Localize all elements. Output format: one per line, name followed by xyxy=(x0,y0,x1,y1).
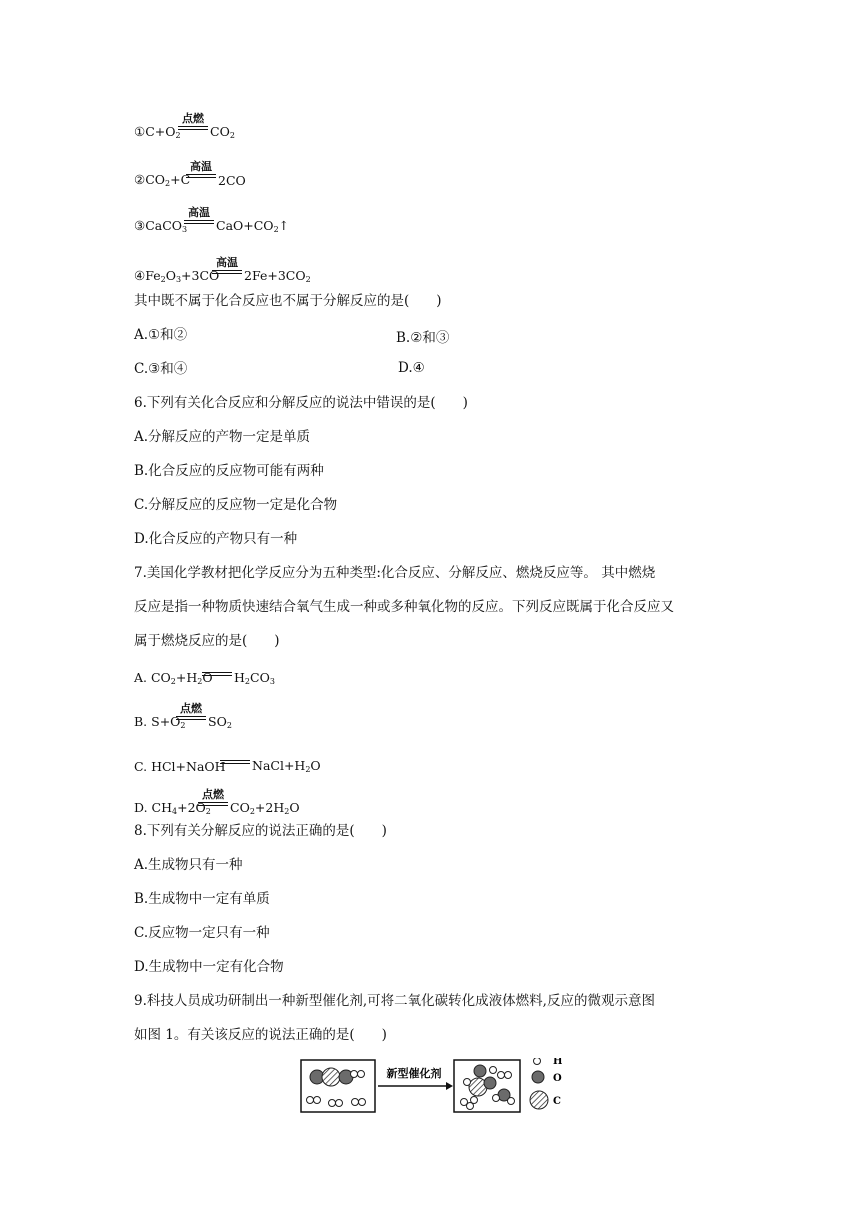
arrow-head-icon xyxy=(446,1082,453,1090)
q7c-rhs-sub: 2 xyxy=(305,765,311,774)
q7-option-c[interactable] xyxy=(134,734,354,774)
eq4-rhs-sub: 2 xyxy=(305,275,311,284)
q7c-equals xyxy=(220,760,250,764)
legend-h-label: H xyxy=(553,1058,563,1067)
q7a-equals xyxy=(202,672,232,676)
eq1-equals xyxy=(178,126,208,130)
q8-option-d[interactable]: D.生成物中一定有化合物 xyxy=(134,959,284,975)
eq1-condition: 点燃 xyxy=(182,112,204,125)
q7d-rhs-sub-1: 2 xyxy=(249,807,255,816)
eq4-sub-1: 2 xyxy=(160,275,166,284)
eq3-equals xyxy=(184,220,214,224)
q7d-equals xyxy=(198,802,228,806)
eq4-condition: 高温 xyxy=(216,256,238,269)
q7a-rhs-1: H xyxy=(234,670,245,685)
legend-o-icon xyxy=(532,1071,544,1083)
q7c-lhs: C. HCl+NaOH xyxy=(134,759,226,774)
q7b-lhs: B. S+O xyxy=(134,714,181,729)
q9-stem-line-1: 9.科技人员成功研制出一种新型催化剂,可将二氧化碳转化成液体燃料,反应的微观示意图 xyxy=(134,993,655,1009)
q7a-rhs-sub-1: 2 xyxy=(244,677,250,686)
eq4-lhs-3: +3CO xyxy=(181,268,220,283)
reaction-diagram xyxy=(300,1058,580,1118)
q7-option-d[interactable] xyxy=(134,776,354,816)
eq3-sub: 3 xyxy=(182,225,188,234)
eq1-sub: 2 xyxy=(175,131,181,140)
catalyst-label: 新型催化剂 xyxy=(386,1067,442,1080)
equation-3 xyxy=(134,194,334,234)
eq3-rhs: CaO+CO xyxy=(216,218,274,233)
q7b-condition: 点燃 xyxy=(180,702,202,715)
eq1-rhs: CO xyxy=(210,124,230,139)
gas-arrow-icon: ↑ xyxy=(278,218,290,233)
q6-option-c[interactable]: C.分解反应的反应物一定是化合物 xyxy=(134,497,338,513)
q7-option-b[interactable] xyxy=(134,690,314,730)
q8-option-a[interactable]: A.生成物只有一种 xyxy=(134,857,243,873)
eq4-sub-2: 3 xyxy=(175,275,182,284)
q7a-sub-1: 2 xyxy=(170,677,176,686)
q7b-rhs-sub: 2 xyxy=(226,721,232,730)
q7a-rhs-2: CO xyxy=(250,670,270,685)
legend-c-icon xyxy=(530,1091,548,1109)
q7-stem-line-2: 反应是指一种物质快速结合氧气生成一种或多种氧化物的反应。下列反应既属于化合反应又 xyxy=(134,599,674,615)
eq1-lhs: ①C+O xyxy=(134,124,176,139)
eq3-lhs: ③CaCO xyxy=(134,218,183,233)
q9-stem-line-2: 如图 1。有关该反应的说法正确的是( ) xyxy=(134,1027,387,1043)
q7-option-a[interactable] xyxy=(134,646,314,686)
eq4-rhs: 2Fe+3CO xyxy=(244,268,306,283)
q7b-equals xyxy=(176,716,206,720)
q6-option-b[interactable]: B.化合反应的反应物可能有两种 xyxy=(134,463,324,479)
q6-option-a[interactable]: A.分解反应的产物一定是单质 xyxy=(134,429,311,445)
eq4-equals xyxy=(212,270,242,274)
q7d-lhs-2: +2O xyxy=(177,800,206,815)
equation-2 xyxy=(134,148,294,188)
q7b-rhs: SO xyxy=(208,714,227,729)
q7a-lhs-2: +H xyxy=(175,670,198,685)
eq2-rhs: 2CO xyxy=(218,173,246,188)
q5-option-d[interactable]: D.④ xyxy=(398,360,425,376)
q7d-rhs-3: O xyxy=(289,800,300,815)
q7d-rhs-2: +2H xyxy=(254,800,285,815)
q8-stem: 8.下列有关分解反应的说法正确的是( ) xyxy=(134,823,387,839)
q7a-sub-2: 2 xyxy=(197,677,203,686)
q7c-rhs-2: O xyxy=(310,758,321,773)
q7-stem-line-3: 属于燃烧反应的是( ) xyxy=(134,633,280,649)
q6-option-d[interactable]: D.化合反应的产物只有一种 xyxy=(134,531,298,547)
q7c-rhs-1: NaCl+H xyxy=(252,758,306,773)
q7d-rhs-sub-2: 2 xyxy=(284,807,290,816)
q8-option-c[interactable]: C.反应物一定只有一种 xyxy=(134,925,270,941)
q7a-lhs-1: A. CO xyxy=(134,670,171,685)
q7-stem-line-1: 7.美国化学教材把化学反应分为五种类型:化合反应、分解反应、燃烧反应等。 其中燃烧 xyxy=(134,565,656,581)
eq2-lhs-2: +C xyxy=(170,172,191,187)
eq4-lhs: ④Fe xyxy=(134,268,161,283)
q7b-sub: 2 xyxy=(180,721,186,730)
q5-option-a[interactable]: A.①和② xyxy=(134,327,188,343)
q8-option-b[interactable]: B.生成物中一定有单质 xyxy=(134,891,270,907)
q7d-lhs-1: D. CH xyxy=(134,800,172,815)
q6-stem: 6.下列有关化合反应和分解反应的说法中错误的是( ) xyxy=(134,395,468,411)
eq2-sub: 2 xyxy=(165,179,171,188)
eq3-condition: 高温 xyxy=(188,206,210,219)
eq2-lhs: ②CO xyxy=(134,172,166,187)
q7d-condition: 点燃 xyxy=(202,788,224,801)
equation-1 xyxy=(134,100,294,140)
equation-4 xyxy=(134,244,374,284)
eq2-condition: 高温 xyxy=(190,160,212,173)
q7d-sub-2: 2 xyxy=(205,807,211,816)
co2-molecule xyxy=(310,1068,353,1086)
legend-c-label: C xyxy=(553,1096,561,1107)
legend-o-label: O xyxy=(553,1073,562,1084)
q5-option-c[interactable]: C.③和④ xyxy=(134,361,188,377)
eq4-lhs-2: O xyxy=(165,268,176,283)
q7a-lhs-3: O xyxy=(202,670,213,685)
q7d-sub-1: 4 xyxy=(172,807,178,816)
eq3-rhs-sub: 2 xyxy=(273,225,279,234)
q5-stem: 其中既不属于化合反应也不属于分解反应的是( ) xyxy=(134,293,442,309)
eq1-rhs-sub: 2 xyxy=(229,131,235,140)
q7a-rhs-sub-2: 3 xyxy=(269,677,275,686)
q7d-rhs-1: CO xyxy=(230,800,250,815)
legend-h-icon xyxy=(534,1058,541,1065)
eq2-equals xyxy=(186,174,216,178)
q5-option-b[interactable]: B.②和③ xyxy=(396,330,450,346)
